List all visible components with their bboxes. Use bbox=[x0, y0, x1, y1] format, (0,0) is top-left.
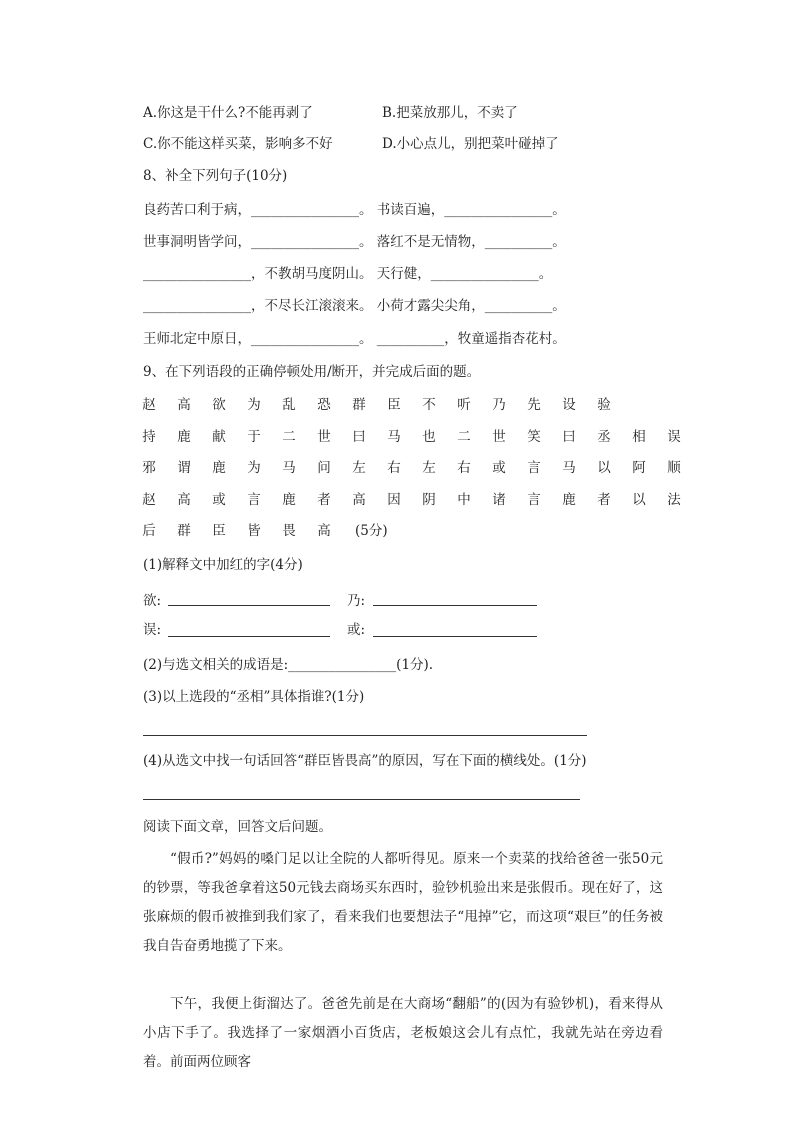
grid-char: 顺 bbox=[667, 460, 681, 476]
grid-char: 群 bbox=[177, 523, 191, 539]
grid-char: 恐 bbox=[317, 397, 331, 413]
grid-char: 诸 bbox=[492, 491, 506, 508]
grid-char: 也 bbox=[422, 428, 436, 445]
grid-char: 高 bbox=[177, 397, 191, 413]
grid-char: 笑 bbox=[527, 428, 541, 445]
grid-char: 因 bbox=[387, 491, 401, 508]
grid-char: 马 bbox=[387, 428, 401, 445]
grid-char: 相 bbox=[632, 428, 646, 445]
grid-char: 丞 bbox=[597, 428, 611, 445]
grid-char: 世 bbox=[492, 428, 506, 445]
grid-char: 误 bbox=[667, 428, 681, 445]
grid-char: 或 bbox=[492, 460, 506, 476]
grid-char: 鹿 bbox=[212, 460, 226, 476]
label-huo: 或: bbox=[347, 622, 366, 638]
grid-char: 言 bbox=[527, 460, 541, 476]
option-c: C.你不能这样买菜，影响多不好 bbox=[143, 136, 333, 152]
grid-char: 以 bbox=[597, 460, 611, 476]
grid-char: 鹿 bbox=[282, 491, 296, 508]
grid-char: 不 bbox=[422, 397, 436, 413]
grid-char: 听 bbox=[457, 397, 471, 413]
grid-char: 欲 bbox=[212, 397, 226, 413]
grid-char: 高 bbox=[317, 523, 331, 539]
grid-char: 臣 bbox=[387, 397, 401, 413]
label-wu: 误: bbox=[143, 622, 162, 638]
grid-char: 曰 bbox=[562, 428, 576, 445]
grid-char: 右 bbox=[457, 460, 471, 476]
grid-char: 高 bbox=[352, 491, 366, 508]
grid-char: 问 bbox=[317, 460, 331, 476]
grid-char: 先 bbox=[527, 397, 541, 413]
grid-char: 乃 bbox=[492, 397, 506, 413]
grid-char: 为 bbox=[247, 397, 261, 413]
grid-char: 为 bbox=[247, 460, 261, 476]
grid-char: 阴 bbox=[422, 491, 436, 508]
q8-line-3: ________________，不教胡马度阴山。 天行健，________________。 bbox=[143, 266, 553, 282]
answer-blank-huo[interactable] bbox=[373, 636, 537, 637]
grid-char: 中 bbox=[457, 491, 471, 508]
grid-char: 法 bbox=[667, 491, 681, 508]
q8-line-2: 世事洞明皆学问，________________。 落红不是无情物，__________。 bbox=[143, 234, 566, 250]
q8-heading: 8、补全下列句子(10分) bbox=[143, 168, 288, 184]
grid-char: 后 bbox=[142, 523, 156, 539]
grid-char: 或 bbox=[212, 491, 226, 508]
answer-line-sub3[interactable] bbox=[143, 735, 587, 736]
reading-intro: 阅读下面文章，回答文后问题。 bbox=[143, 819, 332, 835]
grid-char: 世 bbox=[317, 428, 331, 445]
answer-blank-yu[interactable] bbox=[168, 605, 330, 606]
answer-blank-wu[interactable] bbox=[168, 636, 330, 637]
grid-char: 左 bbox=[422, 460, 436, 476]
grid-char: 言 bbox=[247, 491, 261, 508]
grid-char: 鹿 bbox=[562, 491, 576, 508]
grid-char: 赵 bbox=[142, 491, 156, 508]
grid-char: 献 bbox=[212, 428, 226, 445]
grid-char: 乱 bbox=[282, 397, 296, 413]
answer-blank-nai[interactable] bbox=[373, 605, 537, 606]
option-a: A.你这是干什么?不能再剥了 bbox=[143, 105, 313, 121]
grid-char: 马 bbox=[282, 460, 296, 476]
grid-char: 皆 bbox=[247, 523, 261, 539]
grid-char: 阿 bbox=[632, 460, 646, 476]
grid-char: 者 bbox=[317, 491, 331, 508]
q8-line-1: 良药苦口利于病，________________。 书读百遍，________________。 bbox=[143, 202, 566, 218]
grid-char: 左 bbox=[352, 460, 366, 476]
grid-char: 畏 bbox=[282, 523, 296, 539]
grid-char: 右 bbox=[387, 460, 401, 476]
grid-char: 二 bbox=[457, 428, 471, 445]
grid-score: (5分) bbox=[355, 523, 388, 539]
passage-paragraph-2: 下午，我便上街溜达了。爸爸先前是在大商场“翻船”的(因为有验钞机)，看来得从小店下手了。我选择了一家烟酒小百货店，老板娘这会儿有点忙，我就先站在旁边看着。前面两位顾客 bbox=[143, 996, 663, 1070]
grid-char: 群 bbox=[352, 397, 366, 413]
answer-line-sub4[interactable] bbox=[143, 799, 580, 800]
q9-heading: 9、在下列语段的正确停顿处用/断开，并完成后面的题。 bbox=[143, 364, 481, 380]
grid-char: 高 bbox=[177, 491, 191, 508]
grid-char: 赵 bbox=[142, 397, 156, 413]
label-nai: 乃: bbox=[347, 593, 366, 609]
grid-char: 邪 bbox=[142, 460, 156, 476]
grid-char: 验 bbox=[597, 397, 611, 413]
q9-sub4: (4)从选文中找一句话回答“群臣皆畏高”的原因，写在下面的横线处。(1分) bbox=[143, 753, 587, 769]
option-d: D.小心点儿，别把菜叶碰掉了 bbox=[382, 136, 559, 152]
grid-char: 谓 bbox=[177, 460, 191, 476]
q9-sub1: (1)解释文中加红的字(4分) bbox=[143, 557, 303, 573]
q9-sub3: (3)以上选段的“丞相”具体指谁?(1分) bbox=[143, 689, 365, 705]
q8-line-5: 王师北定中原日，________________。 __________，牧童遥指杏花村。 bbox=[143, 331, 566, 347]
grid-char: 马 bbox=[562, 460, 576, 476]
grid-char: 臣 bbox=[212, 523, 226, 539]
grid-char: 以 bbox=[632, 491, 646, 508]
grid-char: 持 bbox=[142, 428, 156, 445]
grid-char: 于 bbox=[247, 428, 261, 445]
label-yu: 欲: bbox=[143, 593, 162, 609]
grid-char: 言 bbox=[527, 491, 541, 508]
grid-char: 曰 bbox=[352, 428, 366, 445]
option-b: B.把菜放那儿，不卖了 bbox=[382, 105, 518, 121]
q9-sub2: (2)与选文相关的成语是:________________(1分). bbox=[143, 657, 434, 673]
q8-line-4: ________________，不尽长江滚滚来。 小荷才露尖尖角，__________。 bbox=[143, 298, 566, 314]
grid-char: 设 bbox=[562, 397, 576, 413]
passage-paragraph-1: “假币?”妈妈的嗓门足以让全院的人都听得见。原来一个卖菜的找给爸爸一张50元的钞票，等我爸拿着这50元钱去商场买东西时，验钞机验出来是张假币。现在好了，这张麻烦的假币被推到我们家了，看来我们也要想法子“甩掉”它，而这项“艰巨”的任务被我自告奋勇地揽了下来。 bbox=[143, 851, 663, 954]
grid-char: 者 bbox=[597, 491, 611, 508]
grid-char: 鹿 bbox=[177, 428, 191, 445]
grid-char: 二 bbox=[282, 428, 296, 445]
